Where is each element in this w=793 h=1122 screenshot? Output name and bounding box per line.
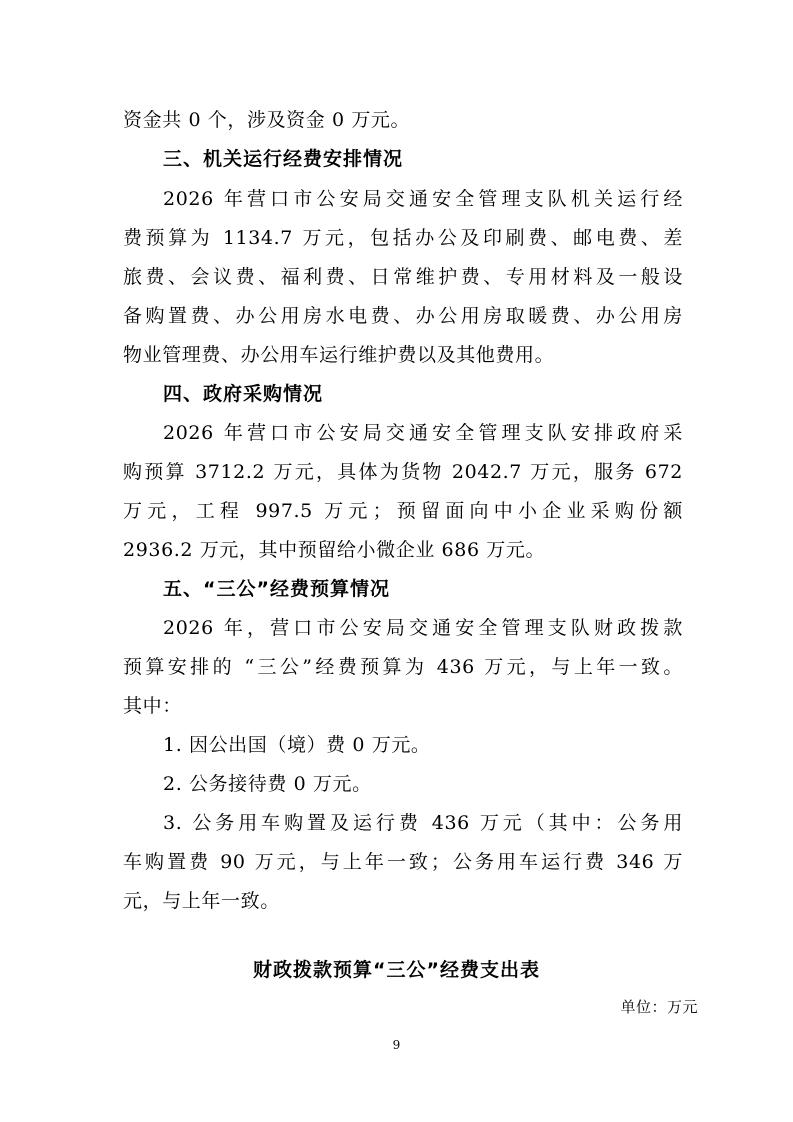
paragraph-line: 旅费、会议费、福利费、日常维护费、专用材料及一般设 [123,266,683,288]
page-number: 9 [392,1038,401,1052]
paragraph-line: 万元，工程 997.5 万元；预留面向中小企业采购份额 [123,500,683,522]
paragraph-line: 2026 年，营口市公安局交通安全管理支队财政拨款 [163,617,683,639]
paragraph-line: 2026 年营口市公安局交通安全管理支队安排政府采 [163,422,683,444]
list-item: 2. 公务接待费 0 万元。 [163,773,372,795]
paragraph-line: 购预算 3712.2 万元，具体为货物 2042.7 万元，服务 672 [123,461,683,483]
paragraph-line: 2936.2 万元，其中预留给小微企业 686 万元。 [123,539,546,561]
section-heading: 三、机关运行经费安排情况 [163,148,404,170]
table-title: 财政拨款预算“三公”经费支出表 [253,959,540,981]
table-unit: 单位：万元 [620,998,698,1016]
paragraph-line: 预算安排的 “三公”经费预算为 436 万元，与上年一致。 [123,656,683,678]
paragraph-line: 2026 年营口市公安局交通安全管理支队机关运行经 [163,188,683,210]
list-item: 3. 公务用车购置及运行费 436 万元（其中：公务用 [163,812,683,834]
list-item-continuation: 车购置费 90 万元，与上年一致；公务用车运行费 346 万 [123,851,683,873]
paragraph-line: 物业管理费、办公用车运行维护费以及其他费用。 [123,344,555,366]
paragraph-line: 其中： [123,695,182,717]
section-heading: 五、“三公”经费预算情况 [163,578,390,600]
list-item-continuation: 元，与上年一致。 [123,890,280,912]
paragraph-line: 资金共 0 个，涉及资金 0 万元。 [123,109,411,131]
paragraph-line: 费预算为 1134.7 万元，包括办公及印刷费、邮电费、差 [123,227,683,249]
section-heading: 四、政府采购情况 [163,383,324,405]
list-item: 1. 因公出国（境）费 0 万元。 [163,734,431,756]
paragraph-line: 备购置费、办公用房水电费、办公用房取暖费、办公用房 [123,305,683,327]
